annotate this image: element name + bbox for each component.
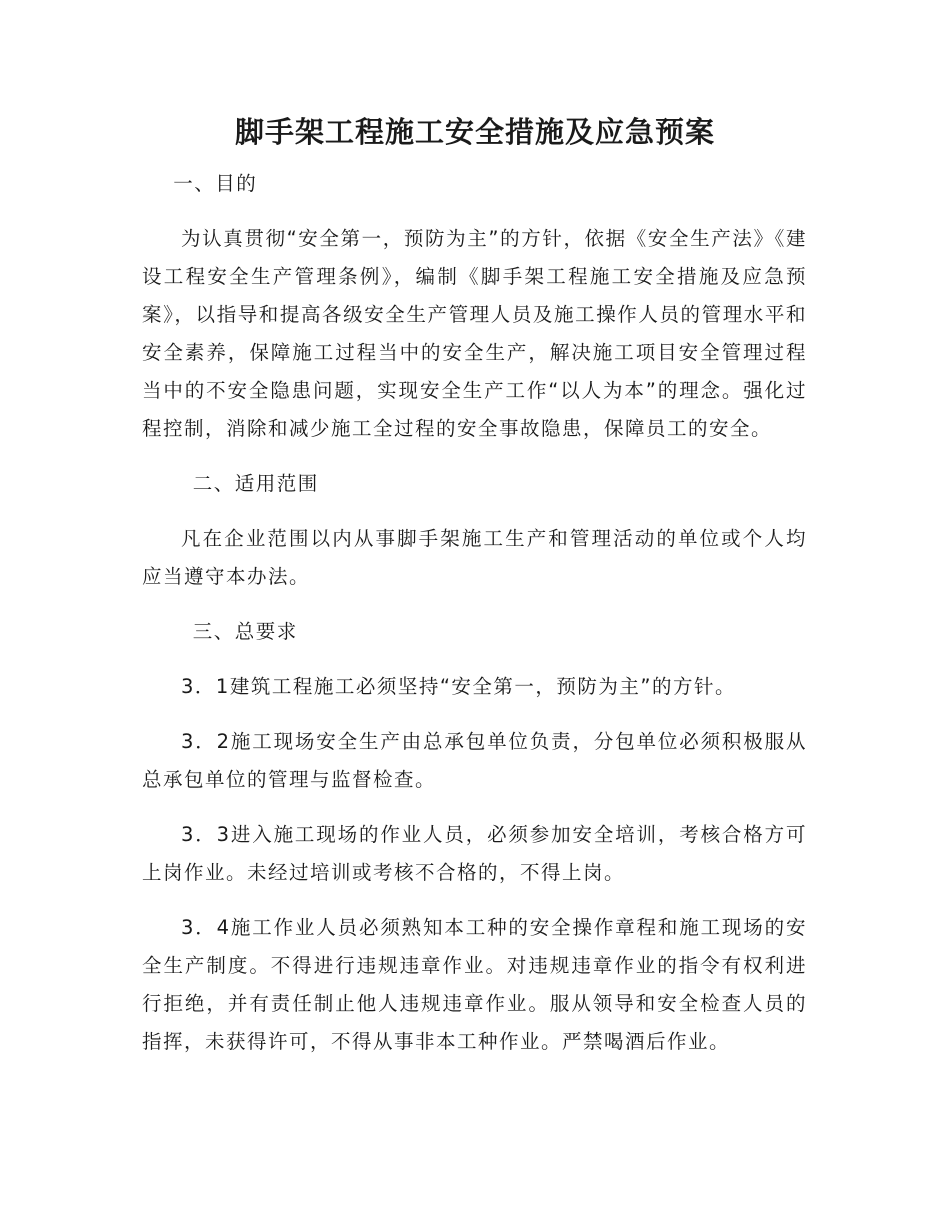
section-heading-general-requirements: 三、总要求	[192, 620, 298, 643]
paragraph-scope: 凡在企业范围以内从事脚手架施工生产和管理活动的单位或个人均应当遵守本办法。	[142, 527, 807, 588]
document-title: 脚手架工程施工安全措施及应急预案	[234, 115, 715, 149]
section-heading-scope: 二、适用范围	[192, 472, 319, 495]
document-body	[142, 165, 807, 1061]
requirement-item: 3．2施工现场安全生产由总承包单位负责，分包单位必须积极服从总承包单位的管理与监督检查。	[142, 730, 807, 791]
requirement-item: 3．1建筑工程施工必须坚持“安全第一，预防为主”的方针。	[181, 675, 737, 698]
requirement-item: 3．4施工作业人员必须熟知本工种的安全操作章程和施工现场的安全生产制度。不得进行违规违章作业。对违规违章作业的指令有权利进行拒绝，并有责任制止他人违规违章作业。服从领导和安全检查人员的指挥，未获得许可，不得从事非本工种作业。严禁喝酒后作业。	[142, 916, 807, 1053]
requirement-item: 3．3进入施工现场的作业人员，必须参加安全培训，考核合格方可上岗作业。未经过培训或考核不合格的，不得上岗。	[142, 823, 807, 884]
paragraph-purpose: 为认真贯彻“安全第一，预防为主”的方针，依据《安全生产法》《建设工程安全生产管理条例》，编制《脚手架工程施工安全措施及应急预案》，以指导和提高各级安全生产管理人员及施工操作人员的管理水平和安全素养，保障施工过程当中的安全生产，解决施工项目安全管理过程当中的不安全隐患问题，实现安全生产工作“以人为本”的理念。强化过程控制，消除和减少施工全过程的安全事故隐患，保障员工的安全。	[142, 227, 807, 440]
section-heading-purpose: 一、目的	[173, 172, 258, 195]
